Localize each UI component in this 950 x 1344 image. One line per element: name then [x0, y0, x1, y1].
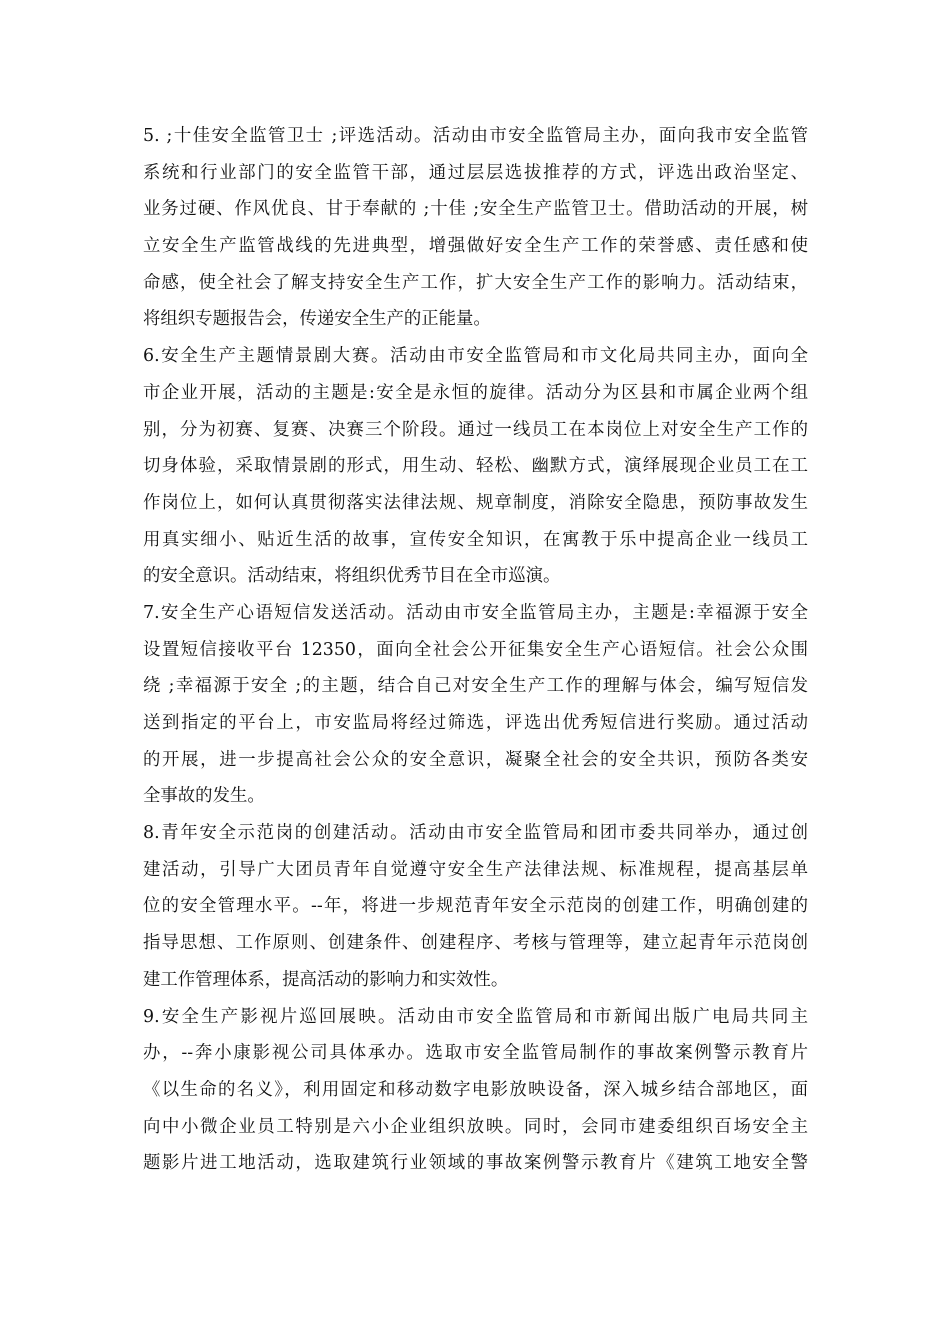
paragraph-line: 建工作管理体系，提高活动的影响力和实效性。: [143, 969, 509, 990]
paragraph-item-6: [143, 338, 808, 595]
document-body: [143, 118, 808, 1182]
paragraph-item-5: [143, 118, 808, 338]
paragraph-line: 切身体验，采取情景剧的形式，用生动、轻松、幽默方式，演绎展现企业员工在工: [143, 456, 808, 477]
paragraph-line: 位的安全管理水平。--年，将进一步规范青年安全示范岗的创建工作，明确创建的: [143, 896, 808, 917]
paragraph-line: 作岗位上，如何认真贯彻落实法律法规、规章制度，消除安全隐患，预防事故发生: [143, 492, 808, 513]
paragraph-line: 送到指定的平台上，市安监局将经过筛选，评选出优秀短信进行奖励。通过活动: [143, 713, 808, 733]
paragraph-line: 别，分为初赛、复赛、决赛三个阶段。通过一线员工在本岗位上对安全生产工作的: [143, 419, 808, 440]
paragraph-line: 命感，使全社会了解支持安全生产工作，扩大安全生产工作的影响力。活动结束，: [143, 272, 808, 293]
paragraph-line: 办，--奔小康影视公司具体承办。选取市安全监管局制作的事故案例警示教育片: [143, 1043, 808, 1064]
paragraph-line: 题影片进工地活动，选取建筑行业领域的事故案例警示教育片《建筑工地安全警: [143, 1153, 808, 1174]
paragraph-line: 立安全生产监管战线的先进典型，增强做好安全生产工作的荣誉感、责任感和使: [143, 236, 808, 257]
paragraph-line: 设置短信接收平台 12350，面向全社会公开征集安全生产心语短信。社会公众围: [143, 639, 808, 660]
paragraph-line: 《以生命的名义》，利用固定和移动数字电影放映设备，深入城乡结合部地区，面: [143, 1079, 808, 1100]
paragraph-line: 建活动，引导广大团员青年自觉遵守安全生产法律法规、标准规程，提高基层单: [143, 859, 808, 880]
paragraph-item-9: [143, 999, 808, 1182]
paragraph-line: 6.安全生产主题情景剧大赛。活动由市安全监管局和市文化局共同主办，面向全: [143, 346, 808, 367]
paragraph-line: 指导思想、工作原则、创建条件、创建程序、考核与管理等，建立起青年示范岗创: [143, 933, 808, 954]
paragraph-line: 的开展，进一步提高社会公众的安全意识，凝聚全社会的安全共识，预防各类安: [143, 749, 808, 770]
paragraph-line: 5. ;十佳安全监管卫士 ;评选活动。活动由市安全监管局主办，面向我市安全监管: [143, 126, 808, 146]
paragraph-line: 9.安全生产影视片巡回展映。活动由市安全监管局和市新闻出版广电局共同主: [143, 1006, 808, 1027]
paragraph-line: 向中小微企业员工特别是六小企业组织放映。同时，会同市建委组织百场安全主: [143, 1116, 808, 1137]
paragraph-line: 7.安全生产心语短信发送活动。活动由市安全监管局主办，主题是:幸福源于安全: [143, 602, 808, 623]
paragraph-line: 将组织专题报告会，传递安全生产的正能量。: [143, 309, 491, 330]
paragraph-line: 系统和行业部门的安全监管干部，通过层层选拔推荐的方式，评选出政治坚定、: [143, 162, 808, 183]
paragraph-item-8: [143, 815, 808, 998]
paragraph-line: 市企业开展，活动的主题是:安全是永恒的旋律。活动分为区县和市属企业两个组: [143, 382, 808, 403]
paragraph-line: 绕 ;幸福源于安全 ;的主题，结合自己对安全生产工作的理解与体会，编写短信发: [143, 676, 808, 697]
paragraph-line: 的安全意识。活动结束，将组织优秀节目在全市巡演。: [143, 566, 561, 587]
paragraph-line: 8.青年安全示范岗的创建活动。活动由市安全监管局和团市委共同举办，通过创: [143, 823, 808, 844]
paragraph-line: 全事故的发生。: [143, 786, 265, 807]
paragraph-line: 用真实细小、贴近生活的故事，宣传安全知识，在寓教于乐中提高企业一线员工: [143, 529, 808, 550]
paragraph-item-7: [143, 595, 808, 815]
paragraph-line: 业务过硬、作风优良、甘于奉献的 ;十佳 ;安全生产监管卫士。借助活动的开展，树: [143, 199, 808, 220]
